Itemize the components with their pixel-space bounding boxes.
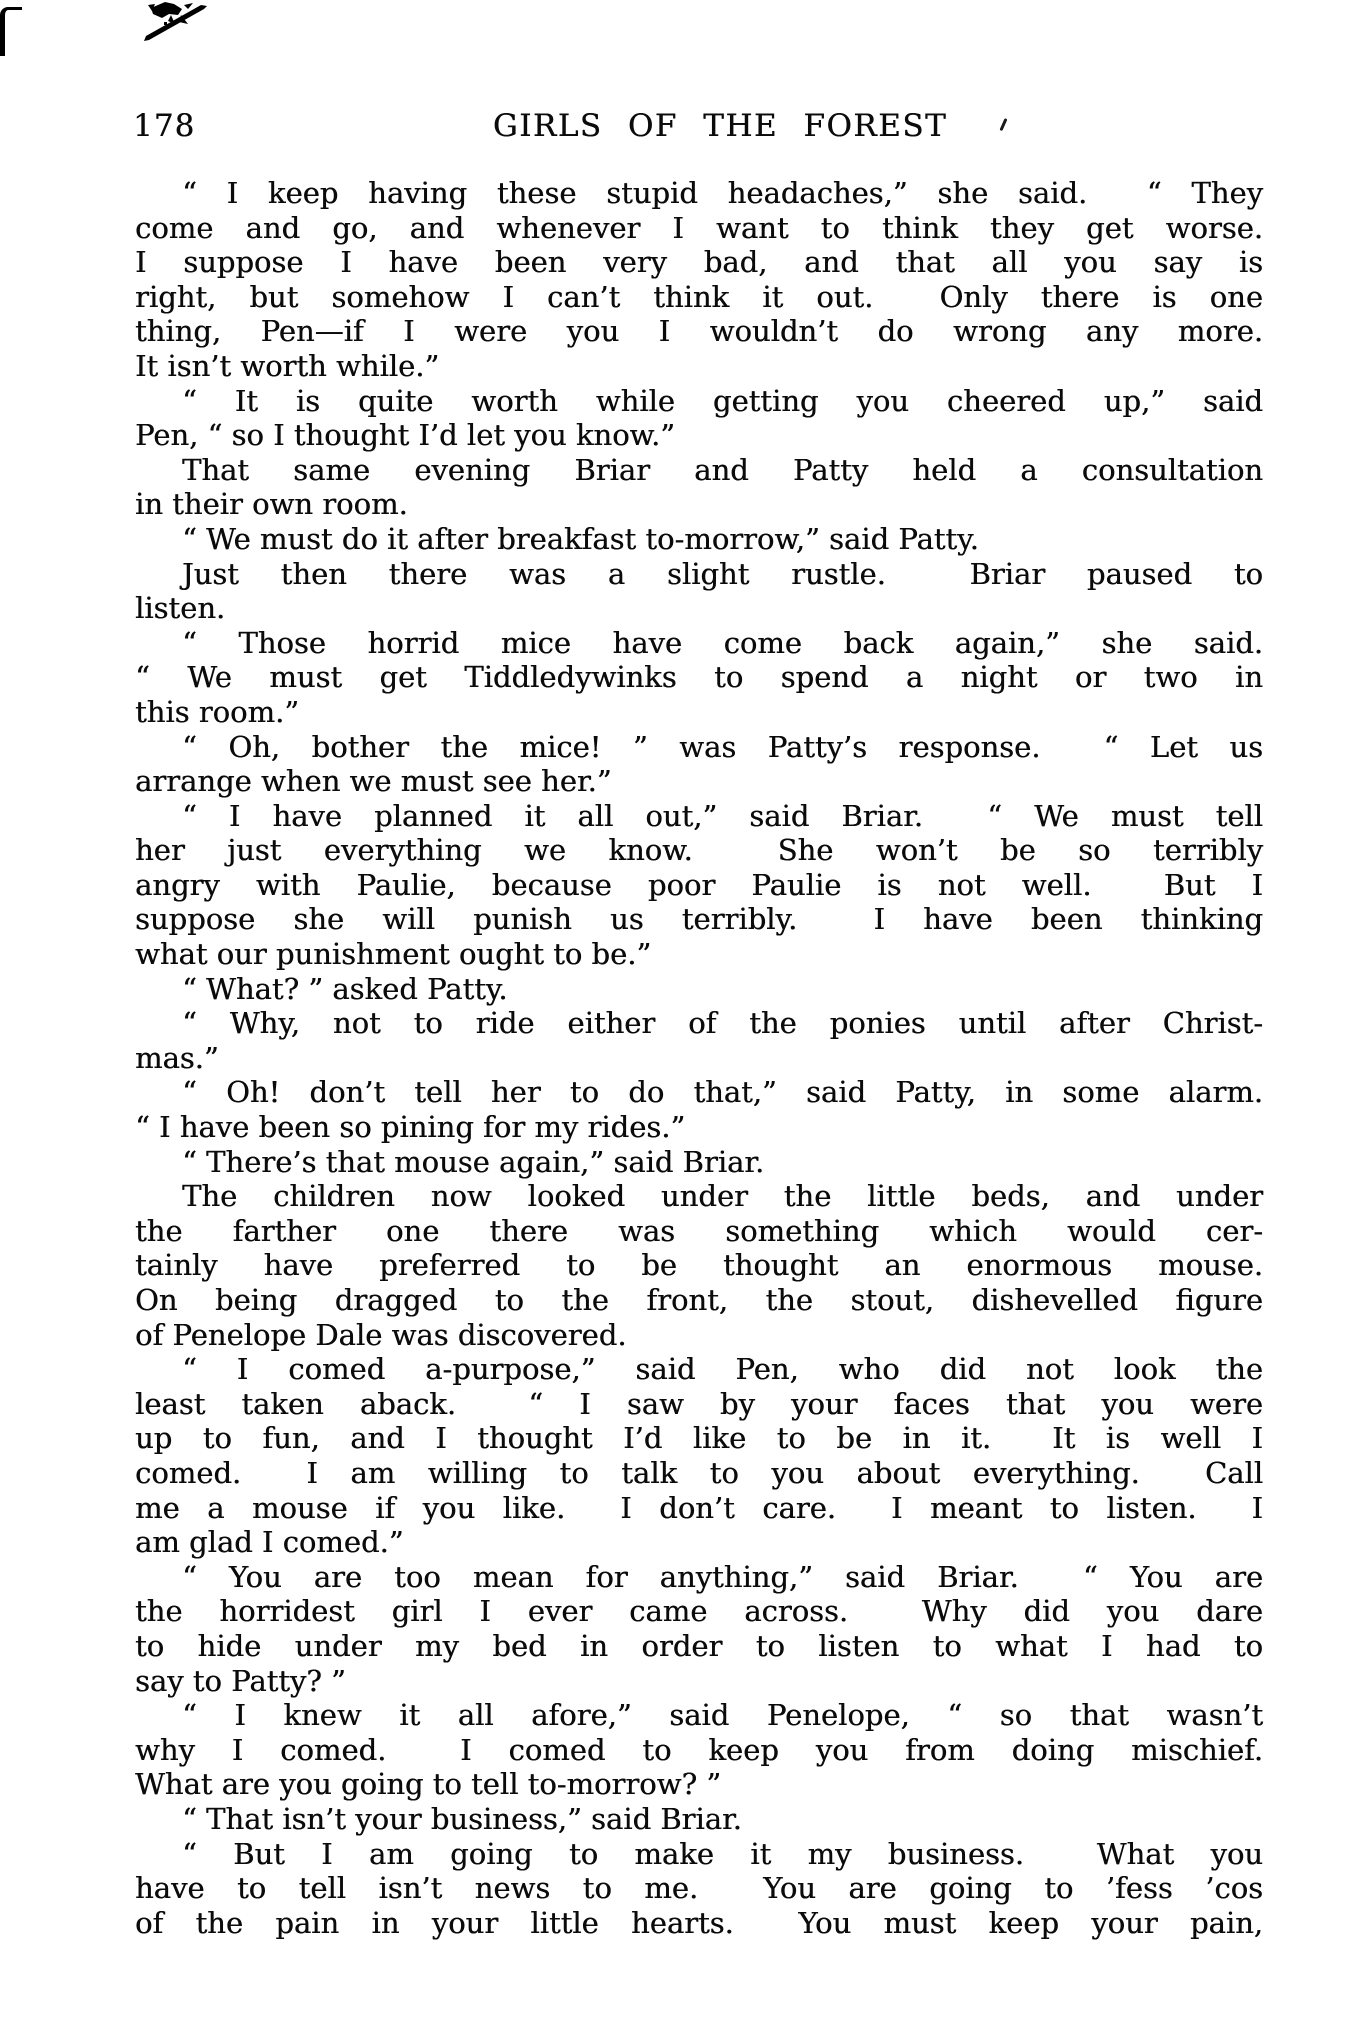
text-line: why I comed. I comed to keep you from doing mischief. <box>135 1732 1263 1767</box>
paragraph <box>135 730 1263 799</box>
text-line: “ Oh! don’t tell her to do that,” said Patty, in some alarm. <box>182 1075 1263 1110</box>
text-line: On being dragged to the front, the stout, dishevelled figure <box>135 1283 1263 1317</box>
text-line: up to fun, and I thought I’d like to be in it. It is well I <box>135 1421 1263 1456</box>
text-line: angry with Paulie, because poor Paulie is not well. But I <box>135 867 1263 902</box>
paragraph <box>135 1352 1263 1560</box>
paragraph <box>135 1802 1263 1837</box>
text-line: the horridest girl I ever came across. Why did you dare <box>135 1594 1263 1629</box>
text-line: I suppose I have been very bad, and that all you say is <box>135 245 1263 280</box>
text-line: to hide under my bed in order to listen to what I had to <box>135 1628 1263 1663</box>
text-line: this room.” <box>135 694 300 729</box>
text-line: “ I have planned it all out,” said Briar. “ We must tell <box>182 798 1263 833</box>
paragraph <box>135 626 1263 730</box>
paragraph <box>135 1179 1263 1352</box>
text-line: It isn’t worth while.” <box>135 348 440 383</box>
page-text <box>135 176 1263 1940</box>
text-line: “ I comed a-purpose,” said Pen, who did not look the <box>182 1352 1263 1387</box>
text-line: comed. I am willing to talk to you about everything. Call <box>135 1455 1263 1490</box>
paragraph <box>135 1560 1263 1698</box>
text-line: arrange when we must see her.” <box>135 764 612 799</box>
paragraph <box>135 972 1263 1007</box>
paragraph <box>135 384 1263 453</box>
page-number: 178 <box>133 108 196 144</box>
text-line: The children now looked under the little beds, and under <box>182 1179 1263 1214</box>
running-head <box>0 108 1351 148</box>
text-line: “ What? ” asked Patty. <box>182 971 508 1006</box>
text-line: me a mouse if you like. I don’t care. I meant to listen. I <box>135 1490 1263 1525</box>
text-line: “ That isn’t your business,” said Briar. <box>182 1801 742 1836</box>
text-line: right, but somehow I can’t think it out. Only there is one <box>135 279 1263 314</box>
text-line: “ It is quite worth while getting you cheered up,” said <box>182 383 1263 418</box>
paragraph <box>135 176 1263 384</box>
text-line: “ We must get Tiddledywinks to spend a night or two in <box>135 660 1263 695</box>
paragraph <box>135 1006 1263 1075</box>
text-line: “ Those horrid mice have come back again,” she said. <box>182 625 1263 660</box>
text-line: “ There’s that mouse again,” said Briar. <box>182 1144 765 1179</box>
text-line: mas.” <box>135 1040 219 1075</box>
text-line: What are you going to tell to-morrow? ” <box>135 1767 722 1802</box>
text-line: “ I knew it all afore,” said Penelope, “ so that wasn’t <box>182 1698 1263 1733</box>
text-line: “ We must do it after breakfast to-morrow,” said Patty. <box>182 521 979 556</box>
paragraph <box>135 557 1263 626</box>
text-line: That same evening Briar and Patty held a consultation <box>182 452 1263 487</box>
text-line: “ I have been so pining for my rides.” <box>135 1110 686 1145</box>
text-line: “ Oh, bother the mice! ” was Patty’s response. “ Let us <box>182 729 1263 764</box>
paragraph <box>135 522 1263 557</box>
paragraph <box>135 1145 1263 1180</box>
text-line: the farther one there was something which would cer- <box>135 1213 1263 1248</box>
text-line: “ You are too mean for anything,” said Briar. “ You are <box>182 1559 1263 1594</box>
paragraph <box>135 799 1263 972</box>
paragraph <box>135 1837 1263 1941</box>
corner-registration-mark-icon <box>0 7 22 56</box>
text-line: of the pain in your little hearts. You must keep your pain, <box>135 1905 1263 1940</box>
ink-blot-icon <box>138 2 210 46</box>
text-line: Pen, “ so I thought I’d let you know.” <box>135 418 675 453</box>
text-line: am glad I comed.” <box>135 1525 404 1560</box>
text-line: “ Why, not to ride either of the ponies until after Christ- <box>182 1006 1263 1041</box>
paragraph <box>135 1075 1263 1144</box>
page-title: GIRLS OF THE FOREST <box>492 108 948 144</box>
paragraph <box>135 1698 1263 1802</box>
text-line: in their own room. <box>135 487 408 522</box>
text-line: thing, Pen—if I were you I wouldn’t do wrong any more. <box>135 314 1263 349</box>
text-line: listen. <box>135 591 226 626</box>
text-line: “ But I am going to make it my business. What you <box>182 1836 1263 1871</box>
text-line: of Penelope Dale was discovered. <box>135 1317 627 1352</box>
text-line: her just everything we know. She won’t be so terribly <box>135 833 1263 868</box>
text-line: say to Patty? ” <box>135 1663 346 1698</box>
text-line: suppose she will punish us terribly. I have been thinking <box>135 902 1263 937</box>
text-line: Just then there was a slight rustle. Briar paused to <box>182 556 1263 591</box>
text-line: least taken aback. “ I saw by your faces that you were <box>135 1386 1263 1421</box>
text-line: what our punishment ought to be.” <box>135 937 652 972</box>
text-line: come and go, and whenever I want to think they get worse. <box>135 210 1263 245</box>
text-line: tainly have preferred to be thought an enormous mouse. <box>135 1248 1263 1283</box>
text-line: have to tell isn’t news to me. You are going to ’fess ’cos <box>135 1871 1263 1906</box>
text-line: “ I keep having these stupid headaches,” she said. “ They <box>182 176 1263 210</box>
paragraph <box>135 453 1263 522</box>
